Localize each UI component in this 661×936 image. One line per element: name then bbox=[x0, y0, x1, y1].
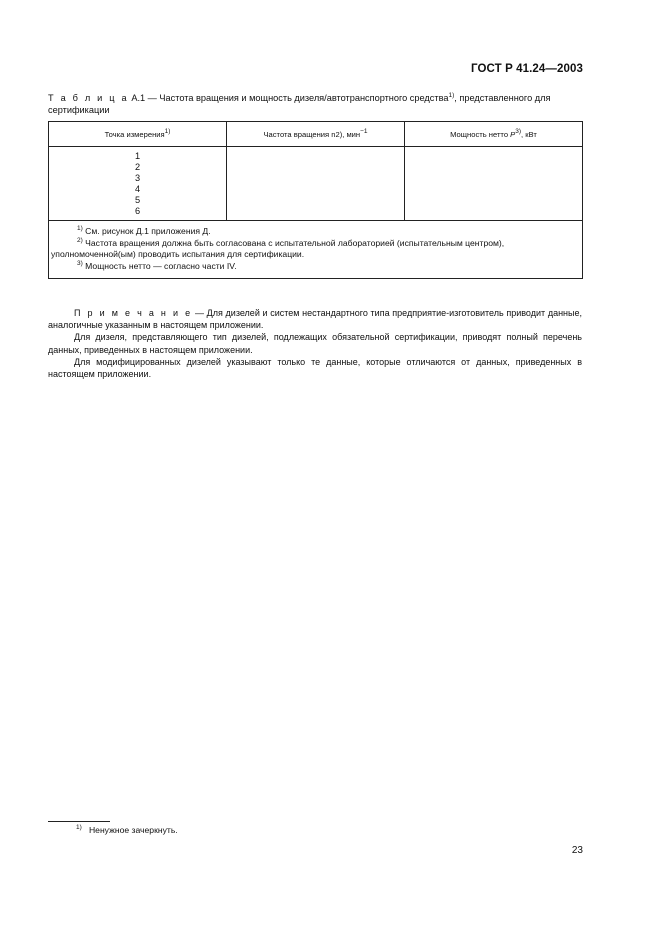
caption-label: Т а б л и ц а bbox=[48, 93, 129, 103]
table-caption bbox=[48, 93, 588, 116]
header-net-power: Мощность нетто $P^{3)}$, кВт bbox=[405, 122, 583, 147]
header-measurement-point: Точка измерения$^{1)}$ bbox=[49, 122, 227, 147]
paragraph: Для модифицированных дизелей указывают только те данные, которые отличаются от данных, приведенных в настоящем приложении. bbox=[48, 356, 582, 380]
measurement-table bbox=[48, 121, 583, 279]
caption-text-after: , представленного для сертификации bbox=[48, 93, 551, 115]
body-text bbox=[48, 307, 582, 380]
point-number: 4 bbox=[134, 184, 141, 194]
point-number: 5 bbox=[134, 195, 141, 205]
footnote-rule bbox=[48, 821, 110, 822]
paragraph: Для дизеля, представляющего тип дизелей, подлежащих обязательной сертификации, приводят полный перечень данных, приведенных в настоящем приложении. bbox=[48, 332, 582, 355]
point-number: 3 bbox=[134, 173, 141, 183]
caption-sup: 1) bbox=[448, 92, 455, 99]
table-notes-row bbox=[49, 221, 583, 279]
measurement-point-list bbox=[49, 147, 227, 221]
net-power-cell bbox=[405, 147, 583, 221]
table-note: $^{1)}$ См. рисунок Д.1 приложения Д. bbox=[77, 225, 211, 236]
header-rotation-speed: Частота вращения n2), мин$^{-1}$ bbox=[227, 122, 405, 147]
standard-designation: ГОСТ Р 41.24—2003 bbox=[471, 63, 583, 75]
table-note: $^{2)}$ Частота вращения должна быть согласована с испытательной лабораторией (испытательным центром), уполномоченной(ым) проводить испытания для сертификации. bbox=[51, 236, 505, 259]
point-number: 6 bbox=[134, 206, 141, 216]
point-number: 1 bbox=[134, 151, 141, 161]
caption-text-before: — Частота вращения и мощность дизеля/автотранспортного средства bbox=[145, 93, 449, 103]
note-paragraph: П р и м е ч а н и е — Для дизелей и систем нестандартного типа предприятие-изготовитель приводит данные, аналогичные указанным в настоящем приложении. bbox=[48, 308, 582, 331]
page-number: 23 bbox=[571, 845, 583, 856]
table-data-row bbox=[49, 147, 583, 221]
point-number: 2 bbox=[134, 162, 141, 172]
table-header-row bbox=[49, 122, 583, 147]
table-notes bbox=[49, 221, 583, 279]
caption-number: А.1 bbox=[131, 93, 146, 103]
table-note: $^{3)}$ Мощность нетто — согласно части IV. bbox=[77, 259, 237, 271]
rotation-speed-cell bbox=[227, 147, 405, 221]
page-footnote: $^{1)}$ Ненужное зачеркнуть. bbox=[76, 824, 178, 835]
